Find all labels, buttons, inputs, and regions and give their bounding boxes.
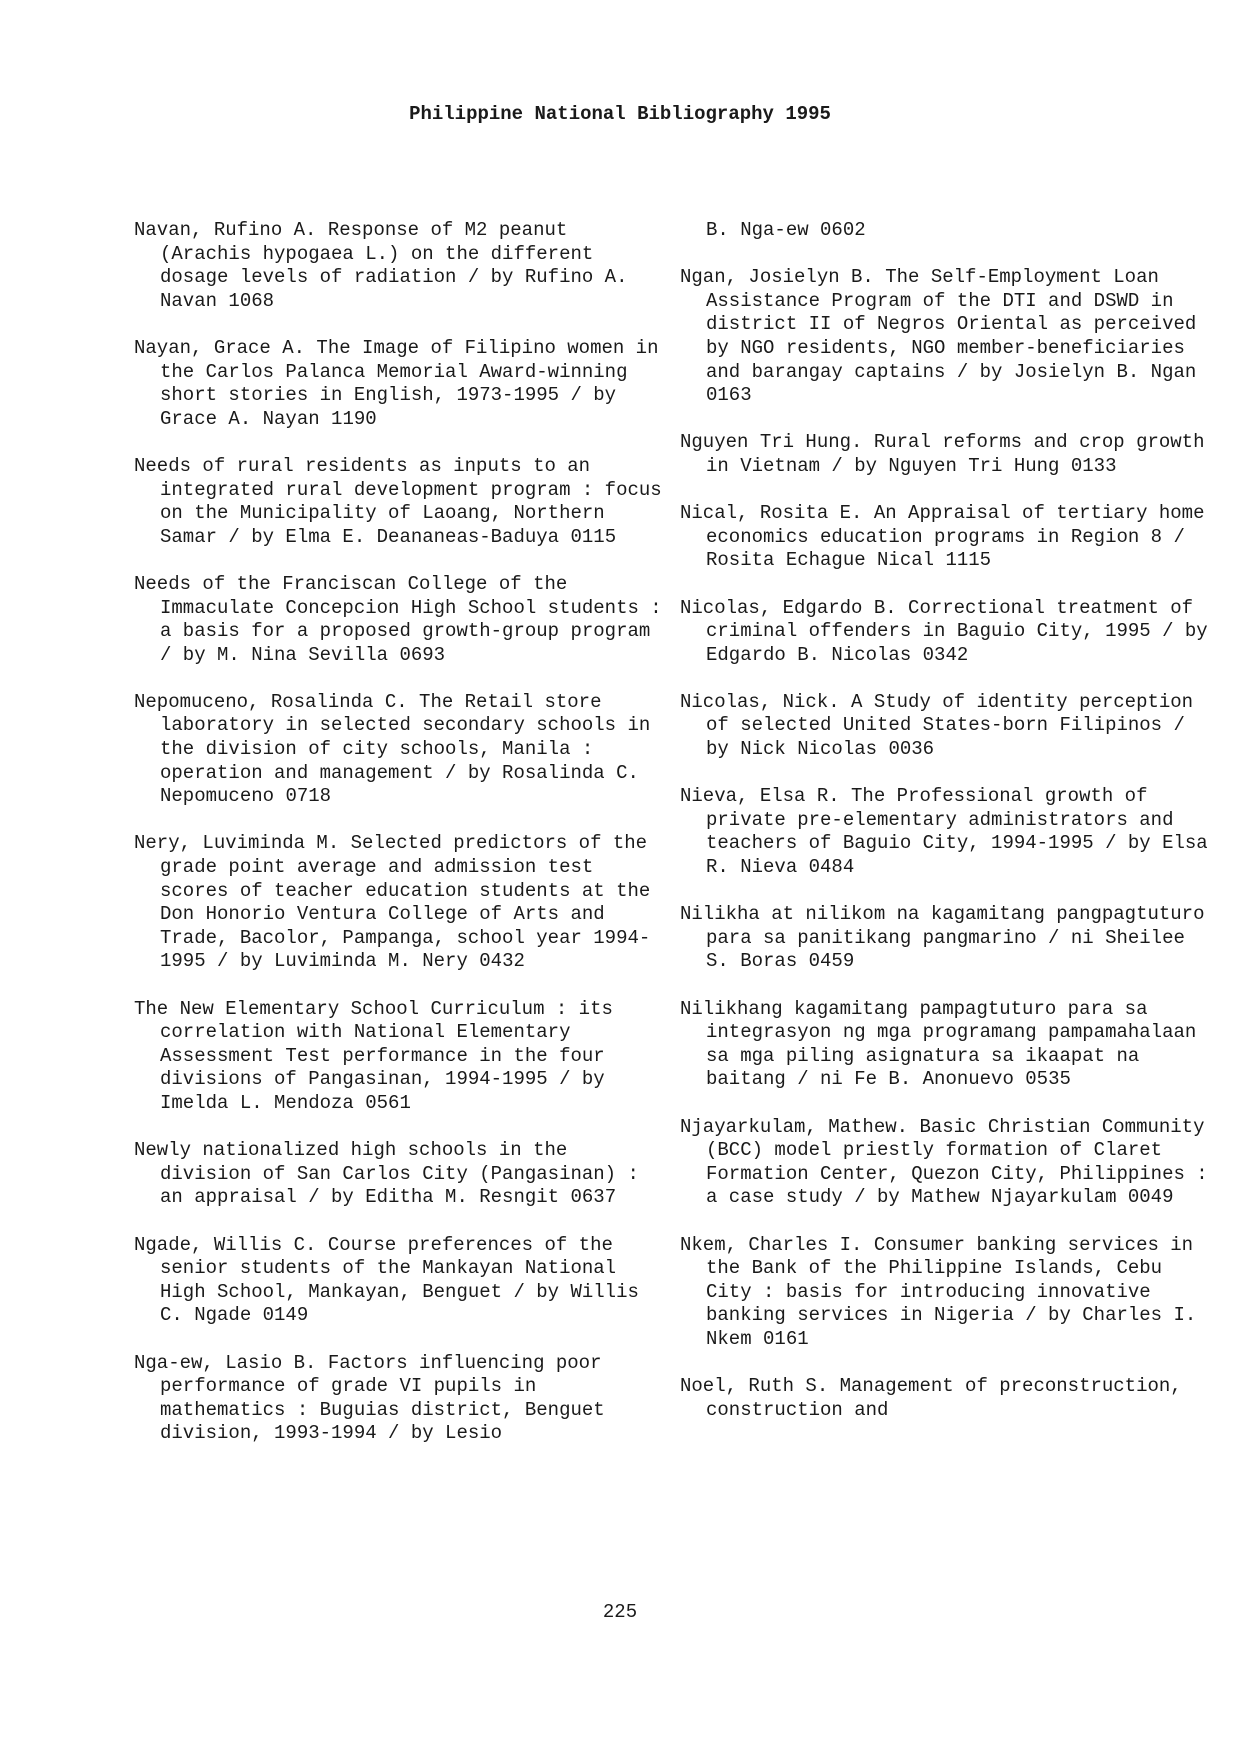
bibliography-entry: [680, 1116, 1210, 1210]
bibliography-entry: [680, 1234, 1210, 1352]
entry-number: 0637: [570, 1186, 617, 1209]
bibliography-entry: [680, 266, 1210, 408]
entry-text: Nieva, Elsa R. The Professional growth of private pre-elementary administrators and teachers of Baguio City, 1994-1995 / by Elsa R. Nieva: [680, 785, 1208, 879]
bibliography-entry: [134, 1234, 664, 1328]
entry-number: 0561: [365, 1091, 411, 1114]
entry-text: Nilikha at nilikom na kagamitang pangpagtuturo para sa panitikang pangmarino / ni Sheilee S. Boras: [680, 903, 1205, 973]
page-header-title: Philippine National Bibliography 1995: [409, 103, 831, 125]
entry-text: Nguyen Tri Hung. Rural reforms and crop growth in Vietnam / by Nguyen Tri Hung: [680, 431, 1205, 477]
entry-number: 0049: [1127, 1186, 1174, 1209]
bibliography-entry: [134, 1352, 664, 1446]
entry-text: Nicolas, Nick. A Study of identity perception of selected United States-born Filipinos / by Nick Nicolas: [680, 690, 1194, 761]
entry-text: B. Nga-ew: [706, 219, 809, 241]
entry-number: 0535: [1025, 1068, 1071, 1091]
entry-number: 0036: [888, 738, 935, 761]
entry-text: Noel, Ruth S. Management of preconstruction, construction and: [680, 1375, 1182, 1421]
bibliography-entry: [680, 1375, 1210, 1422]
entry-text: Nery, Luviminda M. Selected predictors of the grade point average and admission test scores of teacher education students at the Don Honorio Ventura College of Arts and Trade, Bacolor, Pampanga, school year 1994-1995 / by Luviminda M. Nery: [134, 832, 651, 973]
entry-number: 1190: [331, 407, 377, 430]
entry-text: Nilikhang kagamitang pampagtuturo para sa integrasyon ng mga programang pampamahalaan sa mga piling asignatura sa ikaapat na baitang / ni Fe B. Anonuevo: [680, 997, 1197, 1091]
entry-number: 0484: [808, 856, 855, 879]
entry-number: 1115: [945, 549, 992, 572]
bibliography-entry: [680, 502, 1210, 573]
entry-number: 0133: [1070, 454, 1117, 477]
bibliography-entry-continuation: [680, 219, 1210, 243]
entry-number: 0602: [820, 219, 866, 241]
entry-text: The New Elementary School Curriculum : its correlation with National Elementary Assessment Test performance in the four divisions of Pangasinan, 1994-1995 / by Imelda L. Mendoza: [134, 997, 613, 1114]
entry-text: Needs of rural residents as inputs to an integrated rural development program : focus on the Municipality of Laoang, Northern Samar / by Elma E. Deananeas-Baduya: [134, 454, 662, 548]
entry-text: Nga-ew, Lasio B. Factors influencing poor performance of grade VI pupils in mathematics : Buguias district, Benguet division, 1993-1994 / by Lesio: [134, 1351, 605, 1445]
bibliography-entry: [680, 691, 1210, 762]
entry-text: Nkem, Charles I. Consumer banking services in the Bank of the Philippine Islands, Cebu City : basis for introducing innovative banking services in Nigeria / by Charles I. Nkem: [680, 1233, 1197, 1350]
entry-text: Newly nationalized high schools in the division of San Carlos City (Pangasinan) : an appraisal / by Editha M. Resngit: [134, 1139, 639, 1209]
entry-text: Needs of the Franciscan College of the Immaculate Concepcion High School students : a basis for a proposed growth-group program / by M. Nina Sevilla: [134, 572, 662, 666]
entry-number: 0115: [570, 525, 617, 548]
entry-text: Nical, Rosita E. An Appraisal of tertiary home economics education programs in Region 8 / Rosita Echague Nical: [680, 502, 1205, 572]
bibliography-entry: [680, 785, 1210, 879]
bibliography-entry: [134, 691, 664, 809]
entry-number: 0432: [479, 950, 525, 973]
bibliography-entry: [134, 1139, 664, 1210]
bibliography-entry: [134, 337, 664, 431]
entry-number: 0163: [706, 384, 752, 407]
bibliography-entry: [680, 903, 1210, 974]
entry-number: 0459: [808, 950, 855, 973]
entry-number: 0161: [763, 1327, 809, 1350]
entry-number: 0149: [262, 1304, 309, 1327]
entry-text: Nayan, Grace A. The Image of Filipino women in the Carlos Palanca Memorial Award-winning short stories in English, 1973-1995 / by Grace A. Nayan: [134, 336, 659, 430]
bibliography-entry: [680, 597, 1210, 668]
bibliography-entry: [134, 832, 664, 974]
bibliography-entry: [134, 455, 664, 549]
entry-number: 0342: [922, 643, 969, 666]
bibliography-entry: [134, 573, 664, 667]
left-column: [134, 219, 664, 1469]
entry-text: Nepomuceno, Rosalinda C. The Retail store laboratory in selected secondary schools in the division of city schools, Manila : operation and management / by Rosalinda C. Nepomuceno: [134, 690, 651, 808]
bibliography-entry: [134, 219, 664, 313]
entry-number: 0718: [285, 785, 332, 808]
page-number: 225: [602, 1601, 638, 1623]
entry-text: Ngade, Willis C. Course preferences of the senior students of the Mankayan National High School, Mankayan, Benguet / by Willis C. Ngade: [134, 1233, 639, 1327]
entry-text: Navan, Rufino A. Response of M2 peanut (Arachis hypogaea L.) on the different dosage levels of radiation / by Rufino A. Navan: [134, 219, 628, 312]
bibliography-entry: [680, 431, 1210, 478]
entry-text: Ngan, Josielyn B. The Self-Employment Loan Assistance Program of the DTI and DSWD in district II of Negros Oriental as perceived by NGO residents, NGO member-beneficiaries and barangay captains / by Josielyn B. Ngan: [680, 266, 1197, 383]
entry-text: Njayarkulam, Mathew. Basic Christian Community (BCC) model priestly formation of Claret Formation Center, Quezon City, Philippines : a case study / by Mathew Njayarkulam: [680, 1115, 1208, 1209]
entry-number: 0693: [399, 643, 446, 666]
bibliography-entry: [680, 998, 1210, 1092]
entry-number: 1068: [228, 289, 275, 312]
bibliography-entry: [134, 998, 664, 1116]
right-column: [680, 219, 1210, 1446]
entry-text: Nicolas, Edgardo B. Correctional treatment of criminal offenders in Baguio City, 1995 / by Edgardo B. Nicolas: [680, 596, 1208, 666]
